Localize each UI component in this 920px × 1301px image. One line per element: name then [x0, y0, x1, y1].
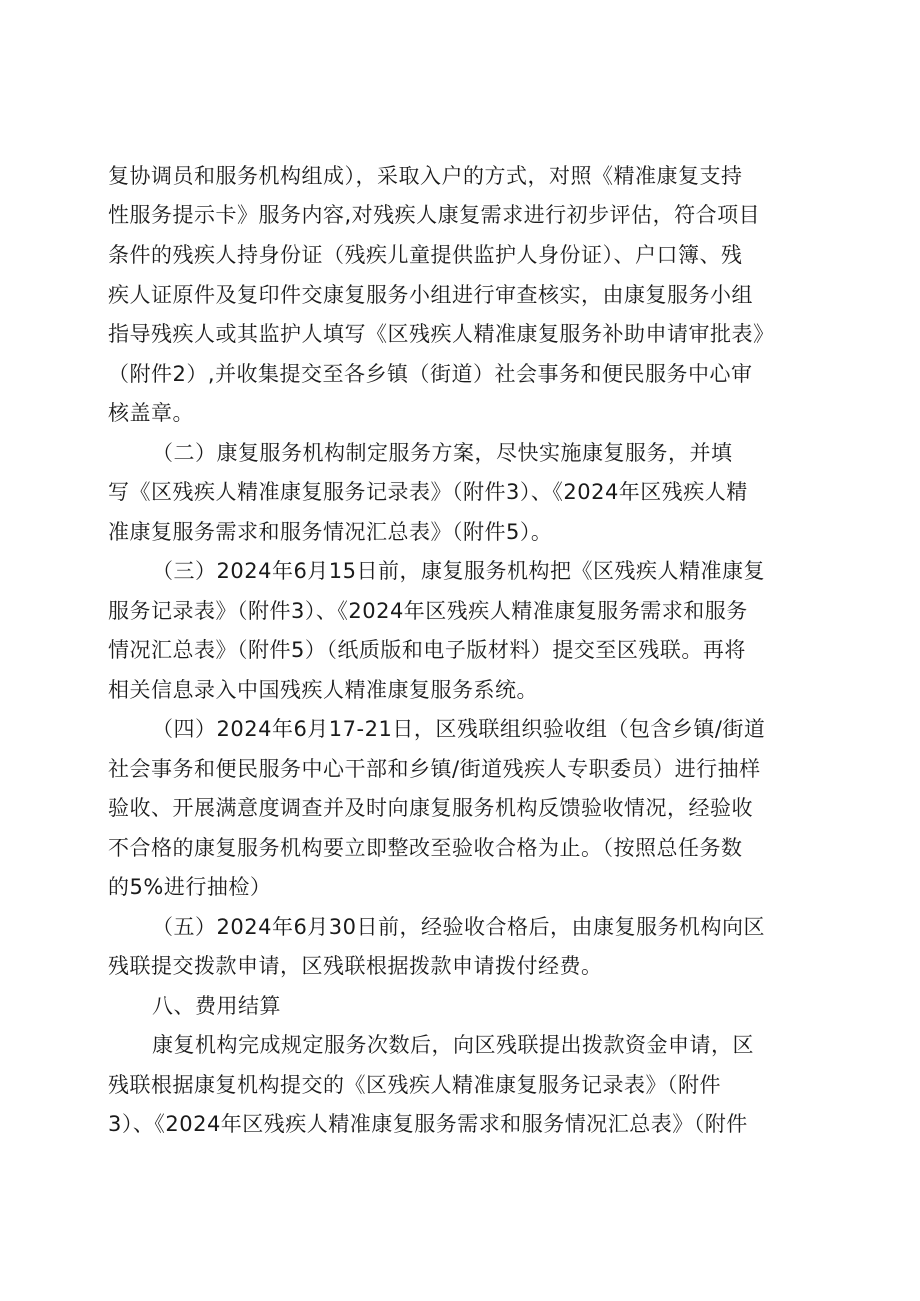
text-line: 复协调员和服务机构组成），采取入户的方式，对照《精准康复支持 [108, 164, 743, 188]
text-line: 核盖章。 [108, 401, 194, 425]
text-line: 的5%进行抽检） [108, 875, 272, 899]
text-line: 指导残疾人或其监护人填写《区残疾人精准康复服务补助申请审批表》 [108, 322, 775, 346]
text-line: （二）康复服务机构制定服务方案，尽快实施康复服务，并填 [152, 441, 733, 465]
text-line: 准康复服务需求和服务情况汇总表》（附件5）。 [108, 520, 553, 544]
text-line: 写《区残疾人精准康复服务记录表》（附件3）、《2024年区残疾人精 [108, 480, 748, 504]
text-line: 社会事务和便民服务中心干部和乡镇/街道残疾人专职委员）进行抽样 [108, 757, 761, 781]
text-line: 3）、《2024年区残疾人精准康复服务需求和服务情况汇总表》（附件 [108, 1112, 748, 1136]
text-line: （附件2）,并收集提交至各乡镇（街道）社会事务和便民服务中心审 [108, 362, 753, 386]
text-line: 不合格的康复服务机构要立即整改至验收合格为止。（按照总任务数 [108, 836, 743, 860]
text-line: （四）2024年6月17-21日，区残联组织验收组（包含乡镇/街道 [152, 717, 766, 741]
section-heading: 八、费用结算 [152, 994, 281, 1018]
text-line: 验收、开展满意度调查并及时向康复服务机构反馈验收情况，经验收 [108, 796, 753, 820]
text-line: 相关信息录入中国残疾人精准康复服务系统。 [108, 678, 538, 702]
text-line: （五）2024年6月30日前，经验收合格后，由康复服务机构向区 [152, 915, 766, 939]
text-line: 康复机构完成规定服务次数后，向区残联提出拨款资金申请，区 [152, 1033, 754, 1057]
text-line: （三）2024年6月15日前，康复服务机构把《区残疾人精准康复 [152, 559, 766, 583]
text-line: 情况汇总表》（附件5）（纸质版和电子版材料）提交至区残联。再将 [108, 638, 746, 662]
text-line: 服务记录表》（附件3）、《2024年区残疾人精准康复服务需求和服务 [108, 599, 748, 623]
text-line: 残联根据康复机构提交的《区残疾人精准康复服务记录表》（附件 [108, 1073, 721, 1097]
text-line: 性服务提示卡》服务内容,对残疾人康复需求进行初步评估，符合项目 [108, 203, 761, 227]
text-line: 疾人证原件及复印件交康复服务小组进行审查核实，由康复服务小组 [108, 283, 753, 307]
text-line: 残联提交拨款申请，区残联根据拨款申请拨付经费。 [108, 954, 603, 978]
text-line: 条件的残疾人持身份证（残疾儿童提供监护人身份证）、户口簿、残 [108, 243, 743, 267]
